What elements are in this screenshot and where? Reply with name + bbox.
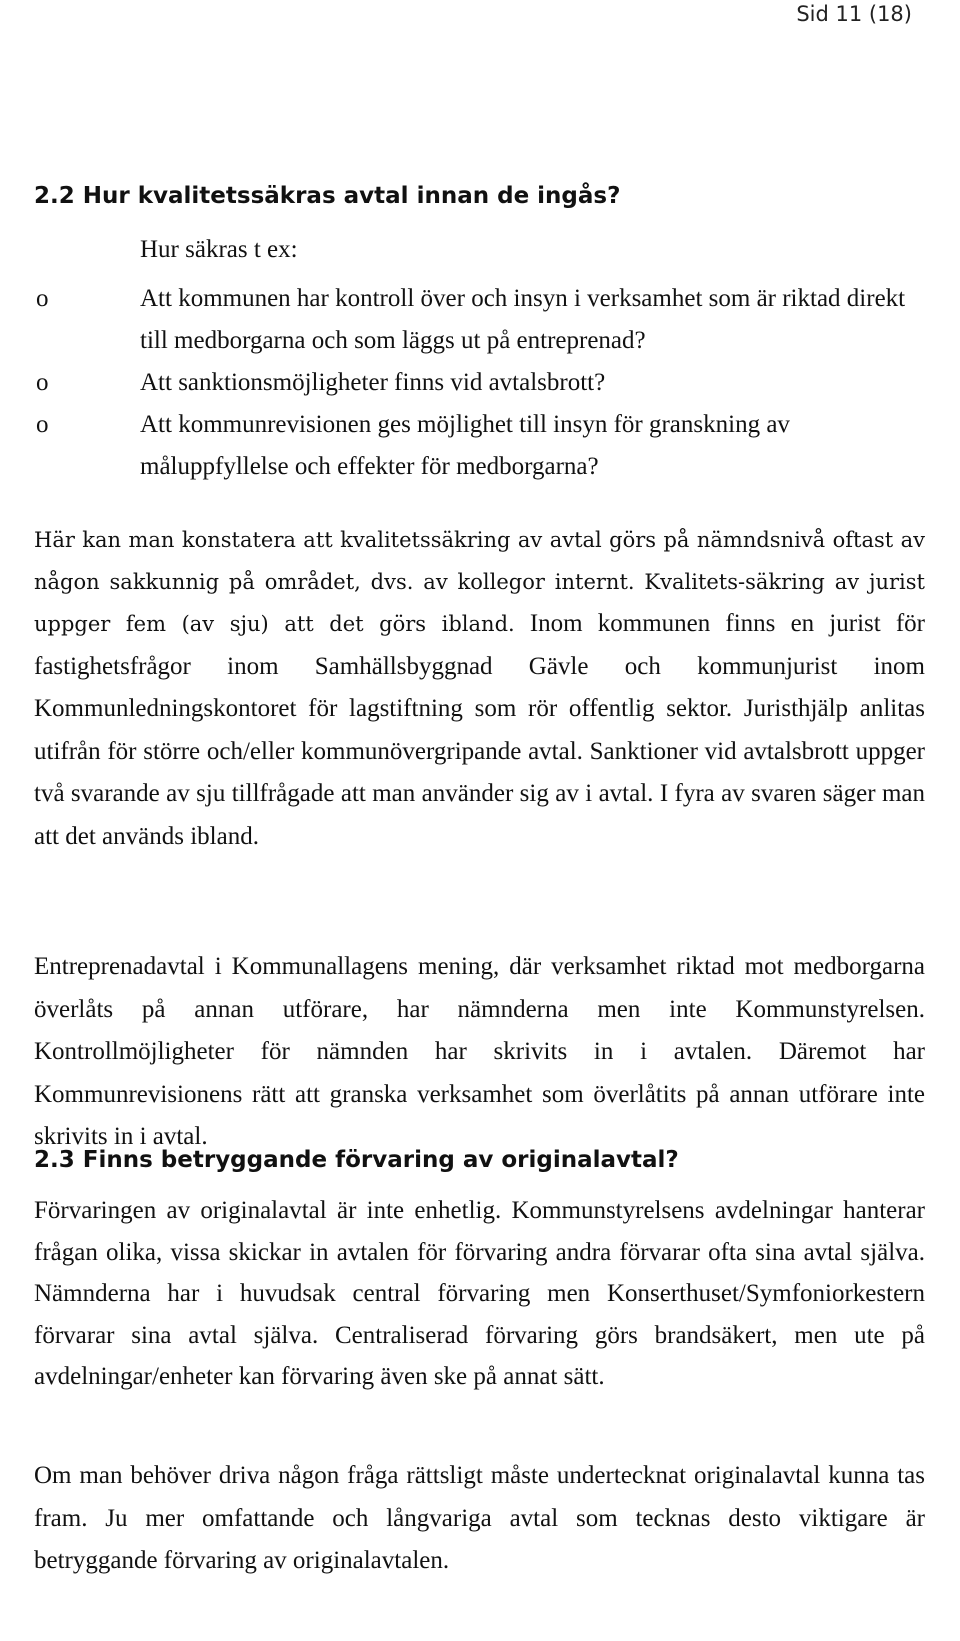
section-heading-2-3: 2.3 Finns betryggande förvaring av originalavtal? xyxy=(34,1147,679,1173)
section-heading-2-2: 2.2 Hur kvalitetssäkras avtal innan de ingås? xyxy=(34,183,621,209)
paragraph-legal: Om man behöver driva någon fråga rättsligt måste undertecknat originalavtal kunna tas fram. Ju mer omfattande och långvariga avtal som tecknas desto viktigare är betryggande förvaring av originalavtalen. xyxy=(34,1462,925,1574)
bullet-marker: o xyxy=(36,369,49,396)
intro-line: Hur säkras t ex: xyxy=(140,236,298,263)
list-item xyxy=(0,278,960,362)
question-list xyxy=(0,278,960,488)
list-item-text: Att kommunrevisionen ges möjlighet till insyn för granskning av måluppfyllelse och effekter för medborgarna? xyxy=(140,411,790,480)
paragraph-contracting: Entreprenadavtal i Kommunallagens mening, där verksamhet riktad mot medborgarna överlåts på annan utförare, har nämnderna men inte Kommunstyrelsen. Kontrollmöjligheter för nämnden har skrivits in i avtalen. Däremot har Kommunrevisionens rätt att granska verksamhet som överlåtits på annan utförare inte skrivits in i avtal. xyxy=(34,953,925,1150)
list-item xyxy=(0,362,960,404)
bullet-marker: o xyxy=(36,285,49,312)
paragraph-text-sans: Här kan man konstatera att kvalitetssäkring av avtal görs på nämndsnivå oftast av någon sakkunnig på området, dvs. av kollegor internt. Kvalitets-säkring av jurist uppger fem (av sju) att det görs ibland. xyxy=(34,528,925,636)
page-number: Sid 11 (18) xyxy=(796,2,912,26)
list-item-text: Att sanktionsmöjligheter finns vid avtalsbrott? xyxy=(140,369,606,396)
list-item-text: Att kommunen har kontroll över och insyn i verksamhet som är riktad direkt till medborgarna och som läggs ut på entreprenad? xyxy=(140,285,906,354)
paragraph-text-serif: Inom kommunen finns en jurist för fastighetsfrågor inom Samhällsbyggnad Gävle och kommunjurist inom Kommunledningskontoret för lagstiftning som rör offentlig sektor. Juristhjälp anlitas utifrån för större och/eller kommunövergripande avtal. Sanktioner vid avtalsbrott uppger två svarande av sju tillfrågade att man använder sig av i avtal. I fyra av svaren säger man att det används ibland. xyxy=(34,610,926,850)
bullet-marker: o xyxy=(36,411,49,438)
list-item xyxy=(0,404,960,488)
paragraph-quality-assurance xyxy=(34,520,925,858)
paragraph-storage: Förvaringen av originalavtal är inte enhetlig. Kommunstyrelsens avdelningar hanterar frågan olika, vissa skickar in avtalen för förvaring andra förvarar ofta sina avtal själva. Nämnderna har i huvudsak central förvaring men Konserthuset/Symfoniorkestern förvarar sina avtal själva. Centraliserad förvaring görs brandsäkert, men ute på avdelningar/enheter kan förvaring även ske på annat sätt. xyxy=(34,1197,925,1390)
